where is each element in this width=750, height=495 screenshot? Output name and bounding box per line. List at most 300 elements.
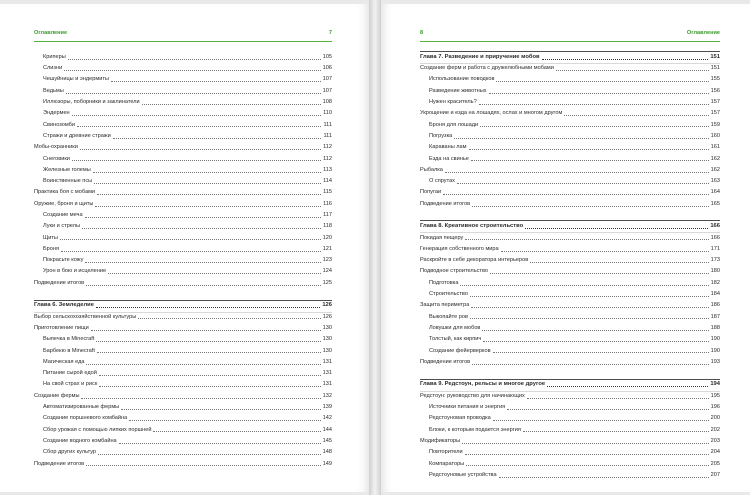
chapter-underline: [420, 391, 720, 392]
toc-entry-title: Броня для лошади: [429, 121, 479, 128]
toc-entry-page: 188: [710, 324, 720, 331]
chapter-rule: [420, 51, 720, 52]
toc-entry-page: 124: [322, 268, 332, 275]
toc-entry-page: 106: [322, 65, 332, 72]
toc-entry-title: Автоматизированные фермы: [43, 404, 120, 411]
toc-entry-page: 115: [323, 189, 332, 196]
toc-chapter-heading: [420, 380, 720, 391]
dot-leader: [471, 302, 708, 308]
toc-entry: [420, 233, 720, 244]
toc-entry-title: Создание ферм и работа с дружелюбными мобами: [420, 65, 554, 72]
toc-entry: [420, 267, 720, 278]
toc-entry: [34, 323, 332, 334]
dot-leader: [98, 449, 321, 455]
toc-entry: [420, 255, 720, 266]
toc-entry-title: Ведьмы: [43, 87, 64, 94]
toc-entry-page: 151: [710, 53, 720, 60]
toc-entry-title: Железные големы: [43, 166, 91, 173]
toc-entry: [34, 368, 332, 379]
toc-entry-title: Редстоун: руководство для начинающих: [420, 392, 525, 399]
dot-leader: [466, 460, 708, 466]
toc-entry-page: 207: [710, 471, 720, 478]
dot-leader: [564, 110, 708, 116]
toc-entry-title: На свой страх и риск: [43, 381, 98, 388]
toc-entry: [34, 278, 332, 289]
toc-entry-page: 105: [322, 53, 332, 60]
toc-entry-page: 112: [323, 155, 332, 162]
page-number: 8: [420, 30, 424, 36]
toc-entry-page: 205: [710, 460, 720, 467]
toc-entry: [420, 154, 720, 165]
toc-entry-title: Подведение итогов: [34, 460, 85, 467]
toc-entry-title: Разведение животных: [429, 87, 487, 94]
toc-entry-page: 110: [323, 110, 332, 117]
dot-leader: [482, 325, 708, 331]
toc-entry: [420, 346, 720, 357]
toc-entry: [34, 267, 332, 278]
dot-leader: [445, 167, 709, 173]
toc-entry-page: 165: [710, 200, 720, 207]
toc-entry-page: 184: [710, 291, 720, 298]
chapter-underline: [34, 312, 332, 313]
toc-entry-page: 193: [710, 358, 720, 365]
toc-entry-title: Подведение итогов: [420, 358, 471, 365]
dot-leader: [462, 438, 709, 444]
toc-entry: [420, 244, 720, 255]
toc-entry-page: 190: [710, 336, 720, 343]
toc-entry-title: Покрасьте кожу: [43, 257, 84, 264]
toc-entry-title: Создание поршневого комбайна: [43, 415, 128, 422]
toc-entry: [34, 255, 332, 266]
toc-entry: [34, 176, 332, 187]
dot-leader: [97, 347, 321, 353]
toc-entry: [34, 63, 332, 74]
toc-entry-page: 145: [322, 437, 332, 444]
toc-chapter-heading: [420, 52, 720, 63]
dot-leader: [86, 280, 320, 286]
chapter-rule: [420, 379, 720, 380]
toc-entry: [420, 75, 720, 86]
toc-entry: [34, 447, 332, 458]
toc-entry-title: Стражи и древние стражи: [43, 132, 111, 139]
dot-leader: [465, 234, 708, 240]
toc-entry-title: Нужен краситель?: [429, 99, 477, 106]
dot-leader: [469, 144, 709, 150]
running-head-title: Оглавление: [34, 30, 68, 36]
toc-entry-page: 149: [322, 460, 332, 467]
toc-entry: [34, 131, 332, 142]
dot-leader: [493, 415, 709, 421]
toc-entry: [420, 63, 720, 74]
toc-entry-page: 166: [710, 223, 720, 230]
toc-entry-title: Модификаторы: [420, 437, 461, 444]
dot-leader: [82, 223, 321, 229]
toc-entry-title: Подготовка: [429, 279, 459, 286]
toc-entry-page: 111: [323, 132, 332, 139]
toc-entry-page: 159: [710, 121, 720, 128]
dot-leader: [507, 404, 708, 410]
toc-entry: [420, 414, 720, 425]
table-of-contents-left: [34, 52, 332, 470]
toc-entry-page: 194: [710, 381, 720, 388]
toc-entry-title: Приготовление пищи: [34, 324, 89, 331]
toc-entry: [420, 176, 720, 187]
toc-entry: [420, 312, 720, 323]
dot-leader: [470, 313, 709, 319]
dot-leader: [547, 381, 708, 387]
dot-leader: [525, 223, 708, 229]
toc-entry: [34, 210, 332, 221]
toc-entry-title: Блоки, к которым подается энергия: [429, 426, 521, 433]
toc-entry: [34, 334, 332, 345]
toc-entry: [34, 97, 332, 108]
toc-entry-title: Создание меча: [43, 212, 83, 218]
toc-entry: [420, 459, 720, 470]
toc-entry: [34, 357, 332, 368]
dot-leader: [85, 212, 321, 218]
dot-leader: [93, 167, 321, 173]
dot-leader: [479, 99, 709, 105]
toc-entry-title: Выпечка в Minecraft: [43, 336, 95, 343]
toc-entry-page: 203: [710, 437, 720, 444]
toc-entry: [34, 165, 332, 176]
toc-entry: [34, 221, 332, 232]
dot-leader: [97, 189, 321, 195]
toc-spacer: [34, 289, 332, 300]
toc-entry: [420, 86, 720, 97]
toc-entry-page: 116: [323, 200, 332, 207]
toc-entry: [420, 334, 720, 345]
toc-entry: [34, 142, 332, 153]
dot-leader: [556, 65, 709, 71]
toc-entry-page: 118: [323, 223, 332, 230]
toc-entry: [34, 414, 332, 425]
toc-entry-page: 200: [710, 415, 720, 422]
toc-entry-title: Подведение итогов: [34, 279, 85, 286]
dot-leader: [499, 472, 709, 478]
toc-entry: [34, 233, 332, 244]
dot-leader: [542, 54, 709, 60]
toc-entry-page: 113: [323, 166, 332, 173]
toc-entry-page: 112: [323, 144, 332, 151]
toc-entry-title: Покидая пещеру: [420, 234, 464, 241]
toc-entry-page: 131: [322, 358, 332, 365]
toc-entry-title: Редстоуновая проводка: [429, 415, 491, 422]
toc-entry-title: Повторители: [429, 449, 463, 456]
toc-spacer: [420, 368, 720, 379]
toc-entry: [420, 470, 720, 481]
toc-entry: [34, 391, 332, 402]
dot-leader: [153, 426, 320, 432]
dot-leader: [96, 302, 320, 308]
dot-leader: [68, 54, 321, 60]
toc-entry-title: Мобы-охранники: [34, 144, 78, 151]
toc-entry-page: 144: [322, 426, 332, 433]
dot-leader: [523, 426, 709, 432]
dot-leader: [472, 201, 708, 207]
toc-entry-page: 120: [322, 234, 332, 241]
toc-entry-title: Свинозомби: [43, 121, 75, 128]
toc-entry-title: Использование поводков: [429, 76, 495, 83]
toc-entry: [420, 447, 720, 458]
toc-chapter-heading: [34, 301, 332, 312]
toc-entry-title: Генерация собственного мира: [420, 245, 499, 252]
dot-leader: [489, 88, 709, 94]
dot-leader: [61, 246, 321, 252]
dot-leader: [138, 313, 320, 319]
toc-entry-page: 132: [322, 392, 332, 399]
toc-entry-title: Практика боя с мобами: [34, 189, 96, 196]
toc-entry: [420, 289, 720, 300]
toc-entry-page: 107: [322, 76, 332, 83]
dot-leader: [527, 393, 709, 399]
toc-entry-title: Иллюзоры, поборники и заклинатели: [43, 99, 140, 106]
toc-entry-title: Снеговики: [43, 155, 70, 162]
toc-entry-title: Караваны лам: [429, 144, 467, 151]
page-number: 7: [328, 30, 332, 36]
chapter-underline: [420, 63, 720, 64]
toc-entry: [420, 188, 720, 199]
toc-entry-page: 196: [710, 404, 720, 411]
toc-entry-page: 111: [323, 121, 332, 128]
dot-leader: [81, 393, 320, 399]
toc-entry-page: 142: [322, 415, 332, 422]
toc-entry-title: Магическая еда: [43, 358, 85, 365]
dot-leader: [80, 144, 321, 150]
toc-entry-title: Создание фейерверков: [429, 347, 491, 354]
toc-entry: [420, 142, 720, 153]
toc-entry-title: Подведение итогов: [420, 200, 471, 207]
running-head-left: [34, 30, 332, 42]
toc-entry-page: 164: [710, 189, 720, 196]
toc-entry-title: Питание сырой едой: [43, 370, 97, 377]
toc-entry-title: Глава 8. Креативное строительство: [420, 223, 524, 230]
dot-leader: [108, 268, 321, 274]
toc-entry-page: 114: [323, 178, 332, 185]
dot-leader: [121, 404, 320, 410]
toc-entry-page: 195: [710, 392, 720, 399]
toc-entry-title: Погрузка: [429, 132, 453, 139]
toc-entry-title: Подводное строительство: [420, 268, 488, 275]
toc-entry: [34, 108, 332, 119]
toc-entry-title: Воинственные псы: [43, 178, 93, 185]
toc-entry: [34, 436, 332, 447]
dot-leader: [72, 155, 321, 161]
dot-leader: [471, 155, 709, 161]
dot-leader: [77, 121, 321, 127]
toc-entry-title: Барбекю в Minecraft: [43, 347, 95, 354]
toc-entry: [420, 425, 720, 436]
dot-leader: [483, 336, 708, 342]
toc-entry-page: 125: [322, 279, 332, 286]
toc-entry-page: 126: [322, 313, 332, 320]
dot-leader: [96, 336, 320, 342]
toc-entry-title: Создание водного комбайна: [43, 437, 117, 444]
dot-leader: [64, 65, 320, 71]
right-page: [381, 4, 750, 492]
dot-leader: [86, 359, 320, 365]
dot-leader: [111, 76, 321, 82]
toc-entry: [34, 199, 332, 210]
toc-entry: [34, 459, 332, 470]
toc-entry-title: Криперы: [43, 53, 66, 60]
toc-entry-title: Ловушки для мобов: [429, 324, 481, 331]
toc-entry: [420, 278, 720, 289]
toc-entry-title: Глава 9. Редстоун, рельсы и многое другое: [420, 381, 546, 388]
toc-entry-page: 151: [710, 65, 720, 72]
toc-entry-page: 131: [322, 381, 332, 388]
toc-entry-title: Сбор урожая с помощью липких поршней: [43, 426, 152, 433]
toc-entry-page: 202: [710, 426, 720, 433]
toc-entry-title: Укрощение и езда на лошадях, ослах и многом другом: [420, 110, 563, 117]
toc-entry: [420, 108, 720, 119]
toc-entry: [420, 165, 720, 176]
dot-leader: [60, 234, 321, 240]
toc-entry: [34, 425, 332, 436]
toc-entry-page: 130: [322, 336, 332, 343]
toc-entry: [420, 436, 720, 447]
toc-entry: [420, 97, 720, 108]
dot-leader: [496, 76, 708, 82]
toc-entry-title: Строительство: [429, 291, 468, 298]
toc-entry-page: 123: [322, 257, 332, 264]
dot-leader: [501, 246, 709, 252]
running-head-right: [420, 30, 720, 42]
book-gutter: [369, 0, 381, 495]
dot-leader: [472, 359, 708, 365]
dot-leader: [99, 381, 320, 387]
toc-entry-page: 160: [710, 132, 720, 139]
toc-entry-title: Выкопайте ров: [429, 313, 468, 320]
toc-entry: [34, 346, 332, 357]
dot-leader: [465, 449, 709, 455]
toc-entry-title: Выбор сельскохозяйственной культуры: [34, 313, 137, 320]
toc-entry: [34, 402, 332, 413]
toc-entry-title: Щиты: [43, 234, 58, 241]
table-of-contents-right: [420, 52, 720, 481]
toc-entry: [34, 154, 332, 165]
toc-entry-page: 107: [322, 87, 332, 94]
toc-entry: [420, 323, 720, 334]
toc-entry-page: 163: [710, 178, 720, 185]
toc-entry-page: 166: [710, 234, 720, 241]
toc-entry-page: 186: [710, 302, 720, 309]
toc-entry-title: Урон в бою и исцеление: [43, 268, 107, 275]
dot-leader: [129, 415, 320, 421]
toc-entry: [34, 244, 332, 255]
toc-entry-page: 161: [710, 144, 720, 151]
toc-entry: [420, 402, 720, 413]
dot-leader: [457, 178, 709, 184]
toc-entry-page: 182: [710, 279, 720, 286]
toc-entry-title: Езда на свинье: [429, 155, 469, 162]
toc-entry-title: Чешуйницы и эндермиты: [43, 76, 109, 83]
toc-entry: [34, 188, 332, 199]
toc-entry-title: Редстоуновые устройства: [429, 471, 497, 478]
toc-entry-page: 171: [710, 245, 720, 252]
dot-leader: [470, 291, 709, 297]
chapter-rule: [34, 300, 332, 301]
toc-entry: [34, 52, 332, 63]
dot-leader: [95, 201, 321, 207]
toc-entry-title: Броня: [43, 245, 60, 252]
dot-leader: [480, 121, 709, 127]
toc-entry: [420, 391, 720, 402]
toc-entry-title: Толстый, как кирпич: [429, 336, 482, 343]
chapter-underline: [420, 232, 720, 233]
toc-entry-page: 139: [322, 404, 332, 411]
toc-entry-title: О спрутах: [429, 178, 455, 185]
toc-entry-title: Компараторы: [429, 460, 465, 467]
toc-entry: [420, 120, 720, 131]
toc-entry-page: 126: [322, 302, 332, 309]
toc-entry-page: 157: [710, 99, 720, 106]
dot-leader: [113, 133, 322, 139]
toc-entry-page: 157: [710, 110, 720, 117]
dot-leader: [119, 438, 321, 444]
toc-entry: [34, 380, 332, 391]
toc-entry-page: 155: [710, 76, 720, 83]
dot-leader: [94, 178, 321, 184]
toc-entry-page: 204: [710, 449, 720, 456]
toc-entry-page: 162: [710, 155, 720, 162]
running-head-title: Оглавление: [686, 30, 720, 36]
toc-entry-title: Создание фермы: [34, 392, 80, 399]
toc-entry-page: 173: [710, 257, 720, 264]
left-page: [0, 4, 369, 492]
toc-entry-title: Попугаи: [420, 189, 442, 196]
toc-entry-title: Рыбалка: [420, 166, 443, 173]
toc-entry-page: 130: [322, 324, 332, 331]
toc-entry: [420, 199, 720, 210]
dot-leader: [493, 347, 709, 353]
toc-entry-title: Луки и стрелы: [43, 223, 81, 230]
dot-leader: [530, 257, 708, 263]
toc-entry-title: Раскройте в себе декоратора интерьеров: [420, 257, 529, 264]
toc-entry: [34, 86, 332, 97]
toc-entry-title: Эндермен: [43, 110, 70, 117]
dot-leader: [72, 110, 321, 116]
toc-entry-title: Защита периметра: [420, 302, 470, 309]
toc-entry: [34, 312, 332, 323]
dot-leader: [99, 370, 321, 376]
toc-entry-title: Источники питания и энергия: [429, 404, 506, 411]
dot-leader: [91, 325, 321, 331]
toc-entry-page: 130: [322, 347, 332, 354]
toc-entry-page: 131: [322, 370, 332, 377]
toc-entry-page: 108: [322, 99, 332, 106]
toc-entry-page: 180: [710, 268, 720, 275]
toc-entry-title: Глава 7. Разведение и приручение мобов: [420, 53, 540, 60]
toc-entry-title: Слизни: [43, 65, 63, 72]
toc-entry-page: 117: [323, 212, 332, 218]
toc-entry-page: 148: [322, 449, 332, 456]
toc-entry-page: 156: [710, 87, 720, 94]
toc-entry-page: 190: [710, 347, 720, 354]
toc-entry-title: Оружие, броня и щиты: [34, 200, 94, 207]
toc-entry-title: Сбор других культур: [43, 449, 97, 456]
toc-entry: [34, 120, 332, 131]
toc-entry-page: 121: [322, 245, 332, 252]
toc-entry: [34, 75, 332, 86]
toc-entry-page: 187: [710, 313, 720, 320]
dot-leader: [86, 460, 320, 466]
toc-entry: [420, 131, 720, 142]
toc-entry-title: Глава 6. Земледелие: [34, 302, 94, 309]
dot-leader: [460, 280, 708, 286]
toc-entry-page: 162: [710, 166, 720, 173]
toc-entry: [420, 357, 720, 368]
